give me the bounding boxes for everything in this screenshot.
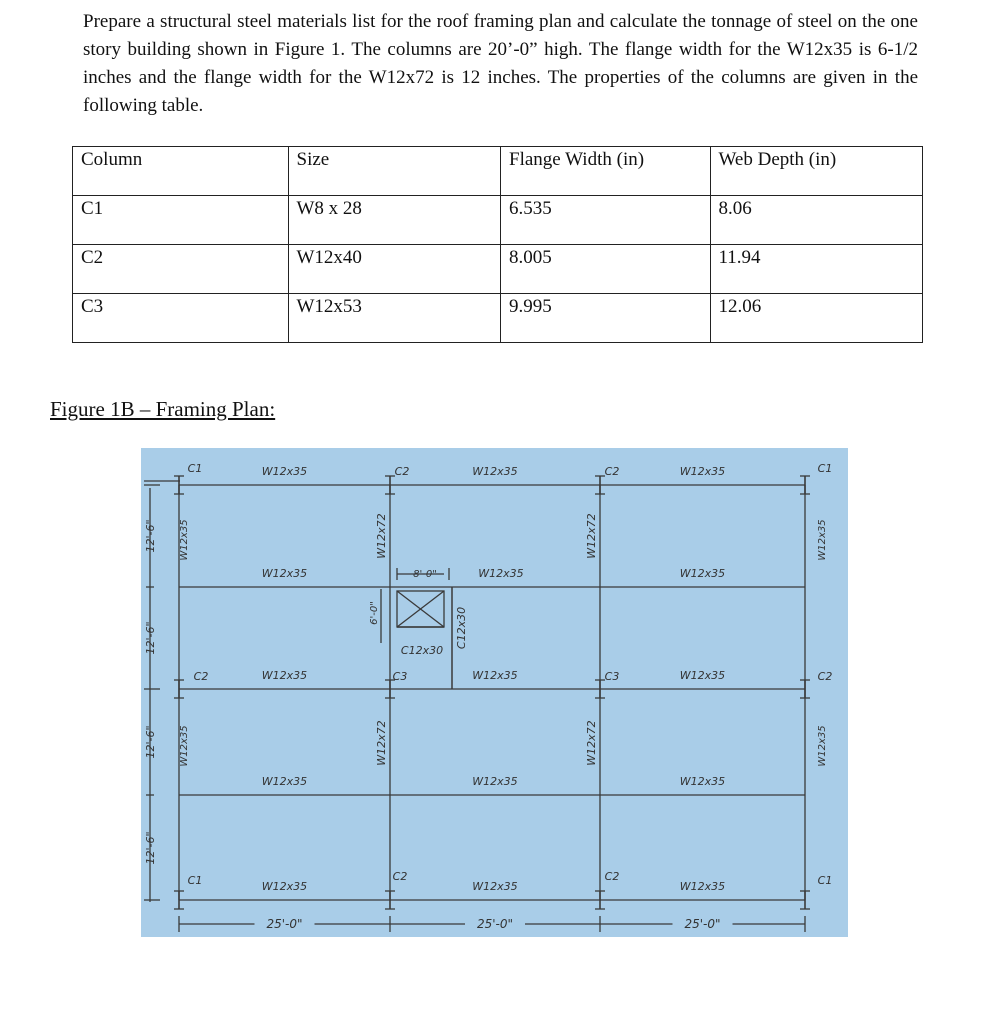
column-label: C1: [187, 874, 203, 887]
column-label: C3: [392, 670, 408, 683]
table-row: [73, 294, 923, 343]
bay-length-dim: 25'-0": [476, 917, 514, 931]
cell-size: W12x53: [288, 294, 501, 343]
bay-length-dim: 25'-0": [684, 917, 721, 931]
opening-width-dim: 8'-0": [413, 569, 437, 580]
beam-label: W12x35: [472, 669, 518, 682]
edge-beam-label: W12x35: [179, 725, 190, 767]
beam-label: W12x35: [472, 775, 518, 788]
column-label: C2: [604, 870, 620, 883]
header-size: Size: [288, 147, 501, 196]
table-row: [73, 196, 923, 245]
framing-plan-drawing: [141, 448, 848, 937]
cell-flange-width: 8.005: [501, 245, 710, 294]
beam-label: W12x35: [261, 880, 308, 893]
table-header-row: [73, 147, 923, 196]
beam-label: W12x35: [472, 880, 518, 893]
cell-column: C3: [73, 294, 289, 343]
bay-width-dim: 12'-6": [144, 519, 157, 553]
beam-label: W12x35: [679, 775, 726, 788]
edge-beam-label: W12x35: [179, 519, 190, 561]
framing-plan: [141, 448, 848, 937]
beam-label: W12x35: [478, 567, 524, 580]
beam-label: W12x35: [261, 775, 308, 788]
opening-depth-dim: 6'-0": [369, 601, 380, 625]
beam-label: W12x35: [261, 465, 308, 478]
bay-width-dim: 12'-6": [144, 725, 157, 759]
column-properties-table: [72, 146, 923, 343]
figure-title: Figure 1B – Framing Plan:: [50, 397, 276, 421]
bay-width-dim: 12'-6": [144, 831, 157, 865]
header-column: Column: [73, 147, 289, 196]
cell-column: C1: [73, 196, 289, 245]
girder-label: W12x72: [585, 513, 598, 559]
column-label: C1: [817, 462, 833, 475]
girder-label: W12x72: [585, 720, 598, 766]
girder-label: W12x72: [375, 513, 388, 559]
cell-column: C2: [73, 245, 289, 294]
column-label: C2: [604, 465, 620, 478]
beam-label: W12x35: [472, 465, 518, 478]
beam-label: W12x35: [679, 465, 726, 478]
cell-web-depth: 11.94: [710, 245, 923, 294]
column-label: C2: [193, 670, 209, 683]
cell-flange-width: 6.535: [501, 196, 710, 245]
problem-statement: Prepare a structural steel materials list for the roof framing plan and calculate the tonnage of steel on the one story building shown in Figure 1. The columns are 20’-0” high. The flange width for the W12x35 is 6-1/2 inches and the flange width for the W12x72 is 12 inches. The properties of the columns are given in the following table.: [83, 11, 918, 116]
channel-beam-label: C12x30: [400, 644, 444, 657]
beam-label: W12x35: [679, 669, 726, 682]
column-label: C3: [604, 670, 620, 683]
beam-label: W12x35: [261, 567, 308, 580]
beam-label: W12x35: [679, 567, 726, 580]
edge-beam-label: W12x35: [817, 519, 828, 561]
header-web-depth: Web Depth (in): [710, 147, 923, 196]
column-label: C2: [817, 670, 833, 683]
cell-flange-width: 9.995: [501, 294, 710, 343]
table-row: [73, 245, 923, 294]
column-label: C1: [187, 462, 203, 475]
column-label: C2: [394, 465, 410, 478]
beam-label: W12x35: [261, 669, 308, 682]
cell-web-depth: 12.06: [710, 294, 923, 343]
bay-width-dim: 12'-6": [144, 621, 157, 655]
cell-size: W12x40: [288, 245, 501, 294]
column-label: C2: [392, 870, 408, 883]
cell-web-depth: 8.06: [710, 196, 923, 245]
channel-beam-label: C12x30: [455, 606, 468, 650]
beam-label: W12x35: [679, 880, 726, 893]
girder-label: W12x72: [375, 720, 388, 766]
plan-background: [141, 448, 848, 937]
cell-size: W8 x 28: [288, 196, 501, 245]
header-flange-width: Flange Width (in): [501, 147, 710, 196]
edge-beam-label: W12x35: [817, 725, 828, 767]
column-label: C1: [817, 874, 833, 887]
bay-length-dim: 25'-0": [266, 917, 303, 931]
